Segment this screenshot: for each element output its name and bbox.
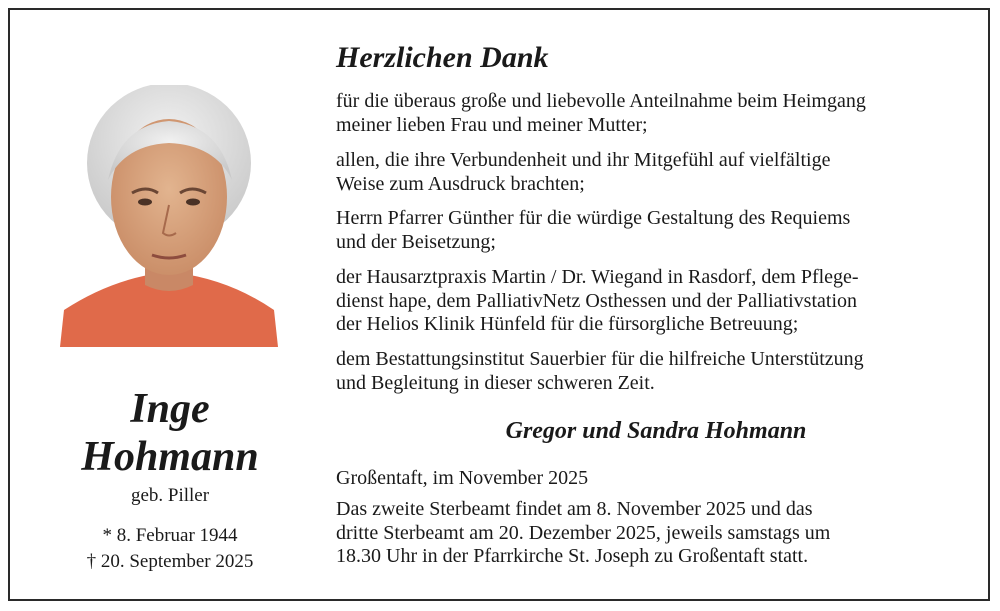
note-line: Das zweite Sterbeamt findet am 8. November 2025 und das [336,498,813,520]
paragraph-line: der Hausarztpraxis Martin / Dr. Wiegand in Rasdorf, dem Pflege- [336,266,859,288]
paragraph-line: der Helios Klinik Hünfeld für die fürsorgliche Betreuung; [336,313,799,335]
thanks-paragraph [336,266,976,337]
thanks-paragraph [336,149,976,196]
place-date: Großentaft, im November 2025 [336,467,589,489]
paragraph-line: dienst hape, dem PalliativNetz Osthessen und der Palliativstation [336,289,858,312]
memorial-mass-note [336,498,976,569]
birth-date: * 8. Februar 1944 [102,525,238,546]
portrait-photo [60,85,278,347]
thanks-paragraph [336,207,976,254]
paragraph-line: meiner lieben Frau und meiner Mutter; [336,113,648,136]
paragraph-line: und der Beisetzung; [336,230,496,253]
deceased-last-name: Hohmann [81,434,259,480]
paragraph-line: dem Bestattungsinstitut Sauerbier für die hilfreiche Unterstützung [336,348,864,370]
signature: Gregor und Sandra Hohmann [505,418,807,444]
deceased-first-name: Inge [130,386,210,432]
paragraph-line: und Begleitung in dieser schweren Zeit. [336,371,655,394]
paragraph-line: Weise zum Ausdruck brachten; [336,172,585,195]
death-date: † 20. September 2025 [86,551,254,572]
note-line: 18.30 Uhr in der Pfarrkirche St. Joseph zu Großentaft statt. [336,545,809,567]
heading: Herzlichen Dank [336,41,549,74]
thanks-paragraph [336,348,976,395]
thanks-paragraph [336,90,976,137]
maiden-name: geb. Piller [130,485,210,506]
paragraph-line: für die überaus große und liebevolle Anteilnahme beim Heimgang [336,90,866,112]
paragraph-line: allen, die ihre Verbundenheit und ihr Mitgefühl auf vielfältige [336,149,831,171]
paragraph-line: Herrn Pfarrer Günther für die würdige Gestaltung des Requiems [336,207,851,229]
note-line: dritte Sterbeamt am 20. Dezember 2025, jeweils samstags um [336,521,831,544]
